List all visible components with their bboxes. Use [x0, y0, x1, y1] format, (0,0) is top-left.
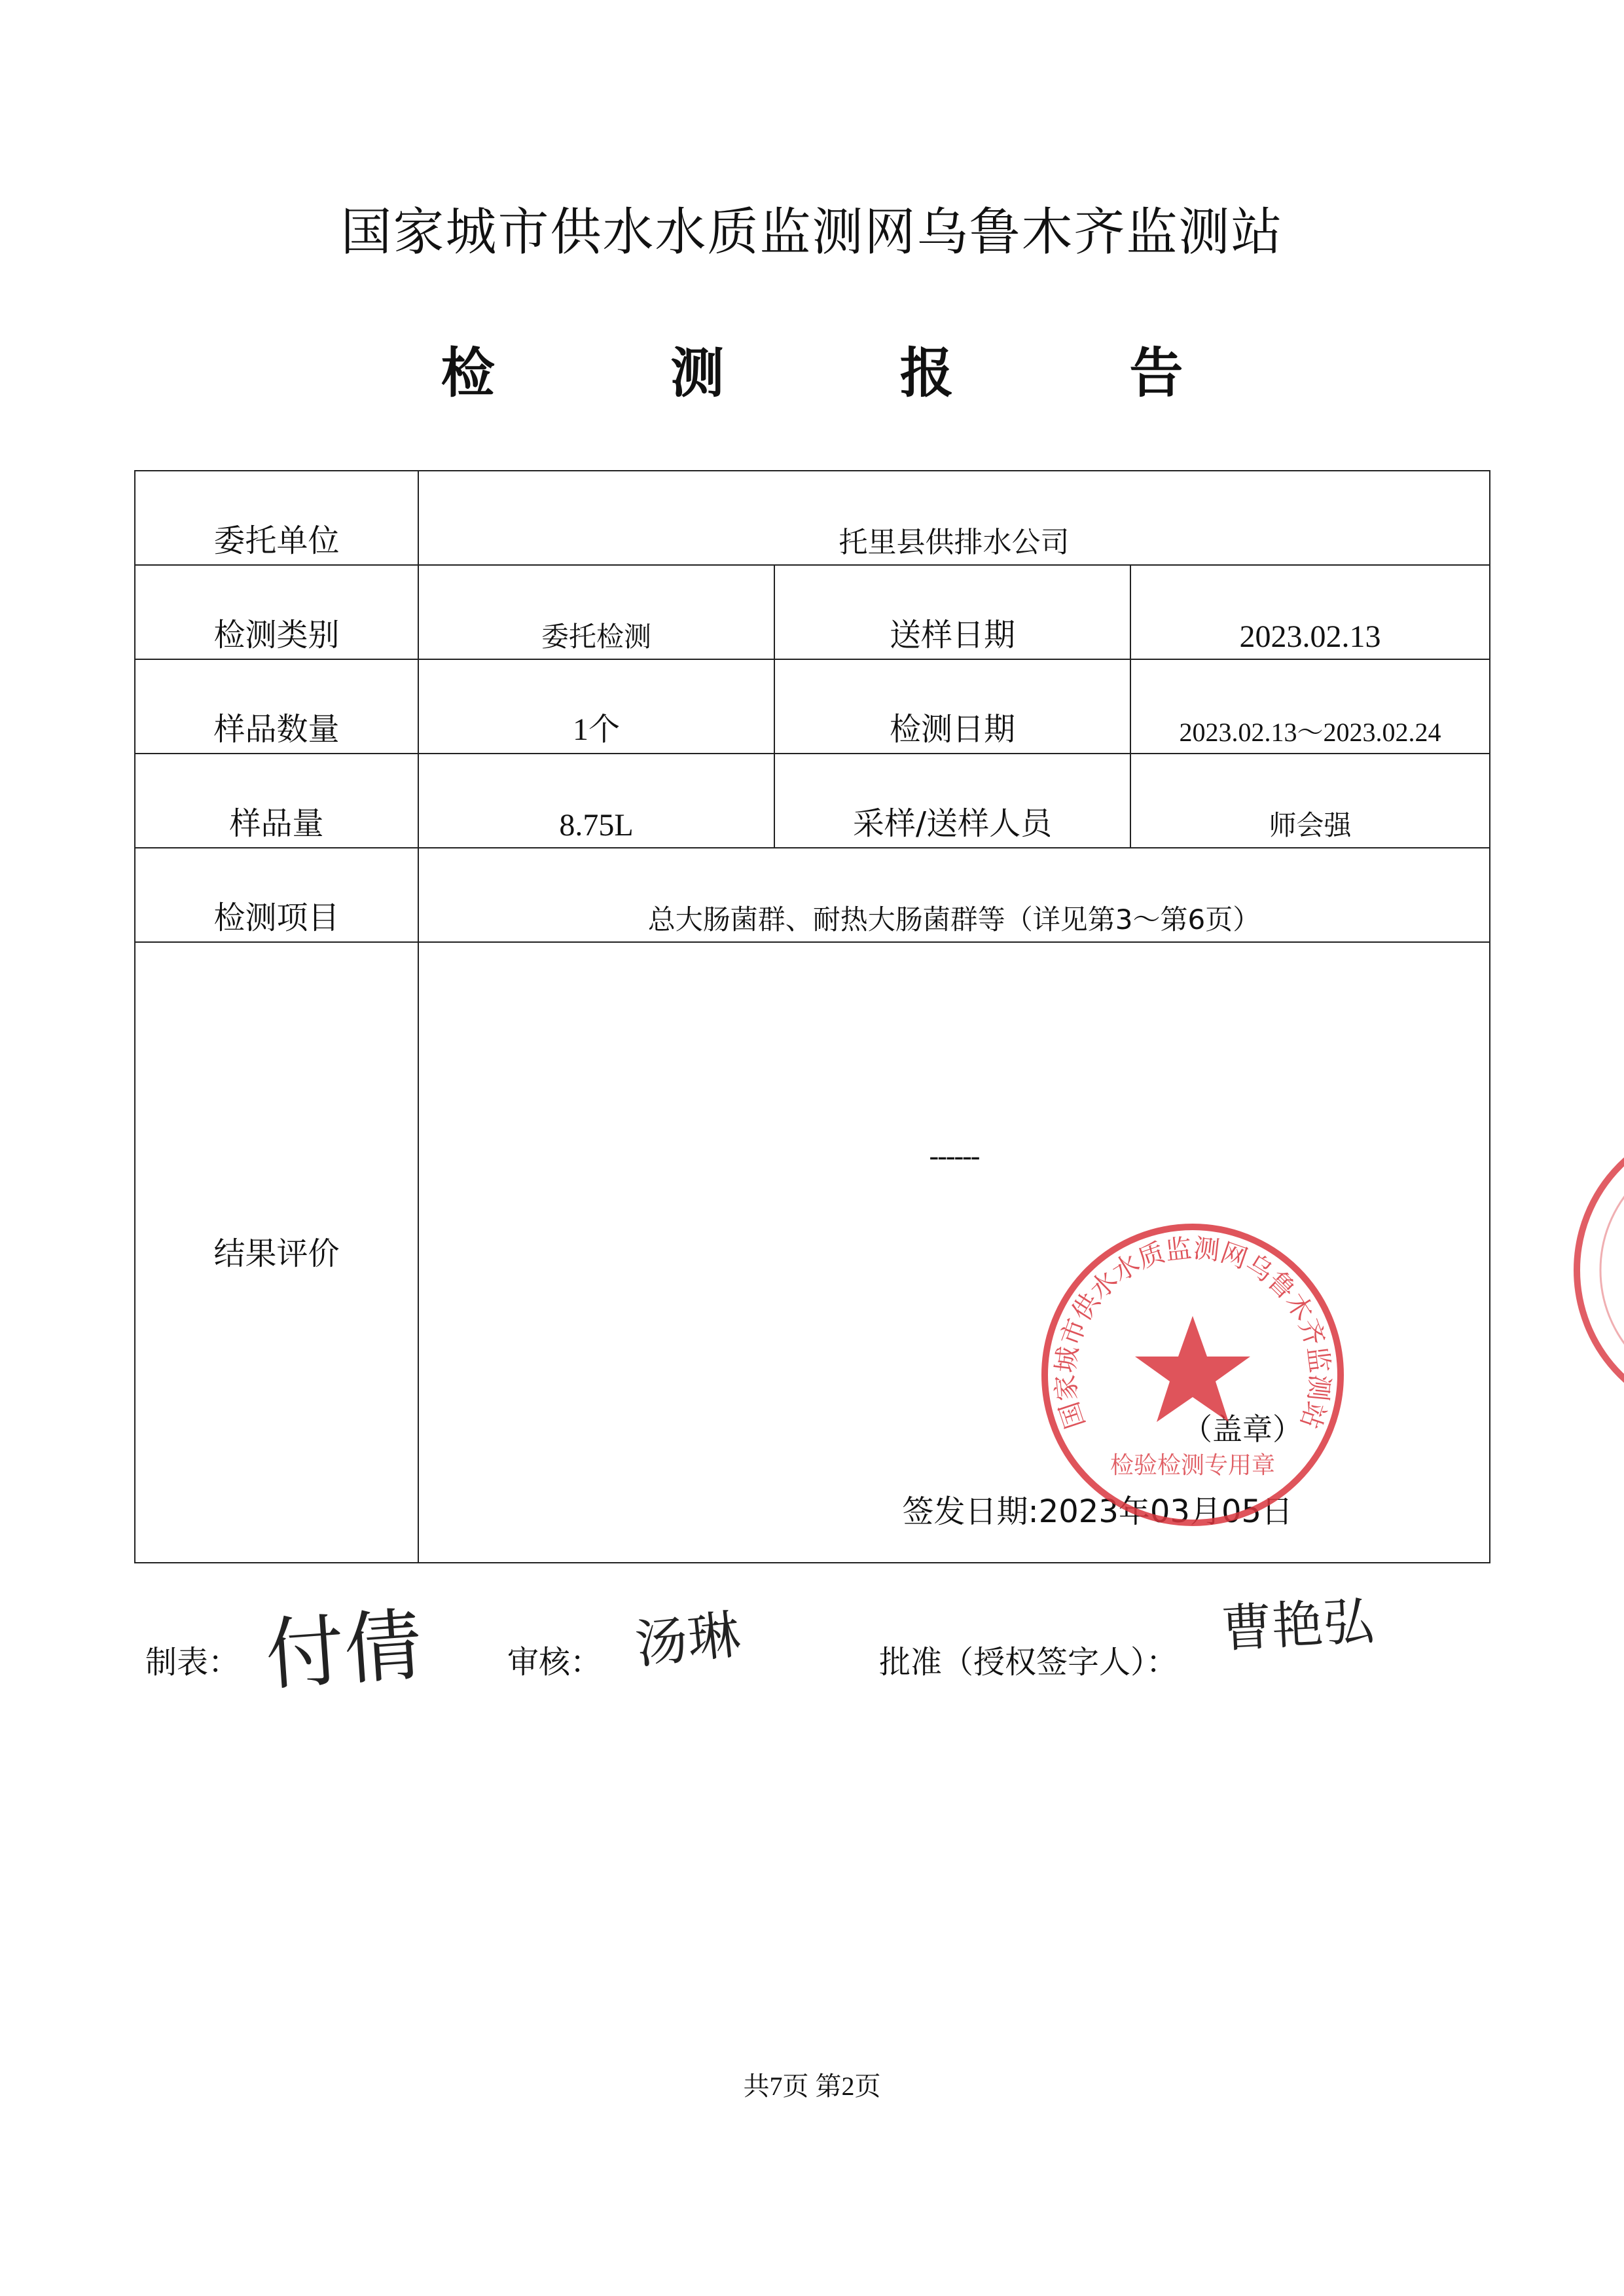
test-items-label: 检测项目 — [135, 848, 418, 942]
organization-title: 国家城市供水水质监测网乌鲁木齐监测站 — [340, 203, 1284, 262]
official-seal — [1036, 1218, 1350, 1532]
row-test-items — [135, 848, 1490, 942]
approver-label: 批准（授权签字人）： — [879, 1644, 1178, 1681]
test-items-value: 总大肠菌群、耐热大肠菌群等（详见第3～第6页） — [418, 848, 1490, 942]
row-client — [135, 471, 1490, 565]
test-type-value: 委托检测 — [418, 565, 774, 659]
result-label: 结果评价 — [135, 942, 418, 1563]
row-test-type — [135, 565, 1490, 659]
sample-count-label: 样品数量 — [135, 659, 418, 754]
maker-label: 制表： — [145, 1644, 240, 1681]
row-sample-count — [135, 659, 1490, 754]
reviewer-label: 审核： — [507, 1644, 602, 1681]
sampler-label: 采样/送样人员 — [774, 754, 1130, 848]
seal-bottom-text: 检验检测专用章 — [1110, 1452, 1276, 1479]
seal-note: （盖章） — [1182, 1412, 1303, 1447]
client-label: 委托单位 — [135, 471, 418, 565]
sample-count-value: 1个 — [418, 659, 774, 754]
test-date-label: 检测日期 — [774, 659, 1130, 754]
reviewer-signature: 汤琳 — [632, 1603, 744, 1676]
row-sample-volume — [135, 754, 1490, 848]
page-info: 共7页 第2页 — [743, 2071, 881, 2101]
seal-star-icon — [1135, 1316, 1250, 1422]
result-value: ------ — [929, 1140, 979, 1172]
test-type-label: 检测类别 — [135, 565, 418, 659]
maker-signature: 付倩 — [262, 1599, 426, 1702]
delivery-date-value: 2023.02.13 — [1130, 565, 1490, 659]
issue-date: 签发日期:2023年03月05日 — [902, 1493, 1293, 1530]
document-title: 检 测 报 告 — [441, 342, 1262, 405]
sampler-value: 师会强 — [1130, 754, 1490, 848]
sample-volume-value: 8.75L — [418, 754, 774, 848]
delivery-date-label: 送样日期 — [774, 565, 1130, 659]
seal-text: 国家城市供水水质监测网乌鲁木齐监测站 — [1051, 1233, 1335, 1432]
approver-signature: 曹艳弘 — [1219, 1592, 1376, 1660]
client-value: 托里县供排水公司 — [418, 471, 1490, 565]
cross-page-seal-fragment — [1568, 1113, 1624, 1427]
test-date-value: 2023.02.13～2023.02.24 — [1130, 659, 1490, 754]
sample-volume-label: 样品量 — [135, 754, 418, 848]
